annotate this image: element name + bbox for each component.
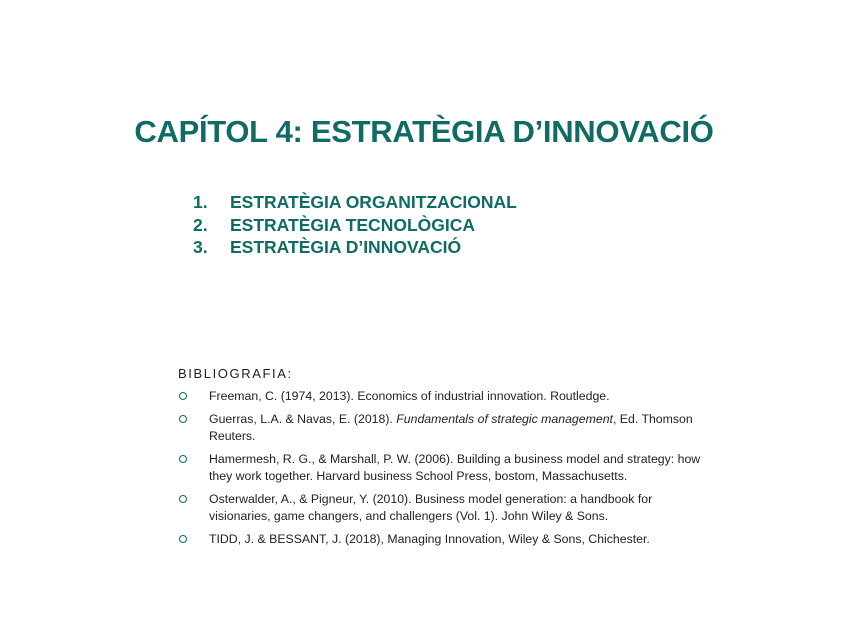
contents-item-label: ESTRATÈGIA TECNOLÒGICA bbox=[230, 214, 475, 235]
contents-item-1 bbox=[193, 191, 517, 214]
bibliography-list bbox=[178, 388, 708, 554]
bibliography-entry bbox=[178, 411, 708, 445]
bibliography-entry bbox=[178, 388, 708, 405]
circle-bullet-icon bbox=[179, 392, 187, 400]
contents-item-label: ESTRATÈGIA ORGANITZACIONAL bbox=[230, 192, 517, 212]
contents-item-number: 1. bbox=[193, 192, 208, 212]
circle-bullet-icon bbox=[179, 415, 187, 423]
reference-text: Guerras, L.A. & Navas, E. (2018). bbox=[209, 412, 397, 426]
circle-bullet-icon bbox=[179, 495, 187, 503]
circle-bullet-icon bbox=[179, 455, 187, 463]
bibliography-entry bbox=[178, 531, 708, 548]
reference-text: Hamermesh, R. G., & Marshall, P. W. (2006). Building a business model and strategy: how they work together. Harvard business School Press, bostom, Massachusetts. bbox=[209, 452, 701, 483]
chapter-contents-list bbox=[193, 191, 517, 259]
contents-item-number: 2. bbox=[193, 214, 208, 235]
contents-item-2 bbox=[193, 214, 517, 237]
circle-bullet-icon bbox=[179, 535, 187, 543]
reference-text: , Ed. Thomson Reuters. bbox=[209, 412, 693, 443]
contents-item-3 bbox=[193, 236, 517, 259]
reference-book-title: Fundamentals of strategic management bbox=[396, 412, 613, 426]
contents-item-label: ESTRATÈGIA D’INNOVACIÓ bbox=[230, 237, 462, 257]
reference-text: TIDD, J. & BESSANT, J. (2018), Managing Innovation, Wiley & Sons, Chichester. bbox=[209, 532, 650, 546]
reference-text: Freeman, C. (1974, 2013). Economics of industrial innovation. Routledge. bbox=[209, 389, 610, 403]
contents-item-number: 3. bbox=[193, 237, 208, 257]
bibliography-entry bbox=[178, 491, 708, 525]
bibliography-entry bbox=[178, 451, 708, 485]
slide-title: CAPÍTOL 4: ESTRATÈGIA D’INNOVACIÓ bbox=[134, 114, 714, 149]
reference-text: Osterwalder, A., & Pigneur, Y. (2010). Business model generation: a handbook for visionaries, game changers, and challengers (Vol. 1). John Wiley & Sons. bbox=[209, 492, 653, 523]
bibliography-heading: BIBLIOGRAFIA: bbox=[178, 366, 293, 381]
